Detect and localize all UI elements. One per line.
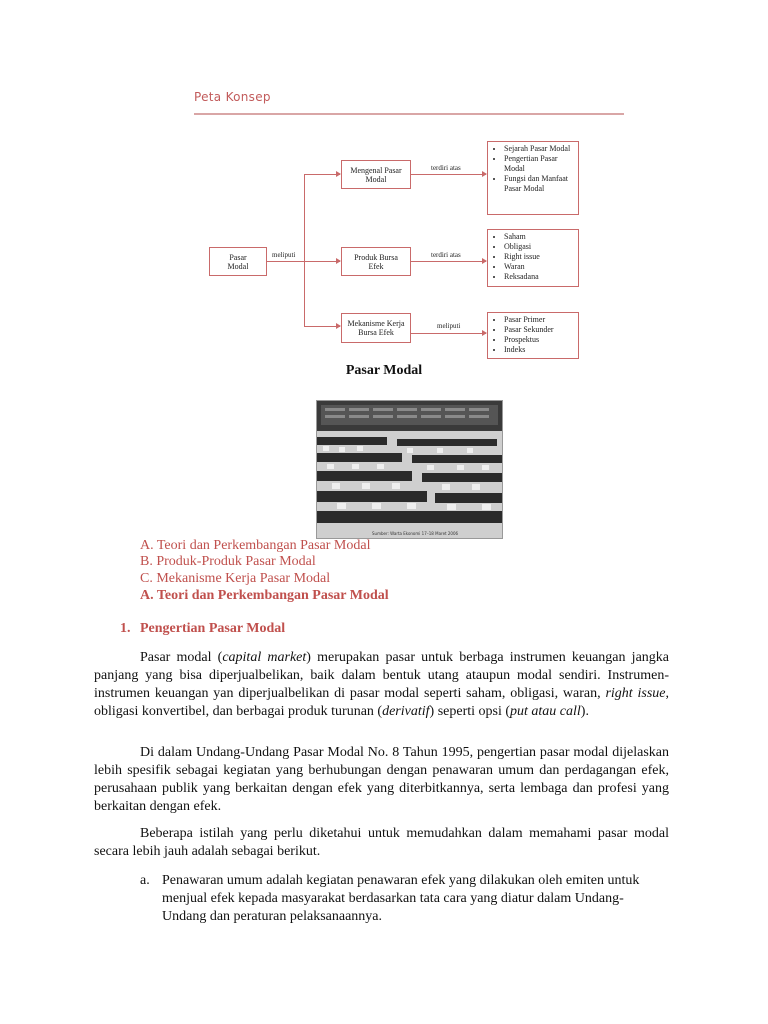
concept-map-title: Peta Konsep <box>194 90 271 104</box>
p1-text: ). <box>580 704 589 719</box>
list-item: • Indeks <box>504 345 574 355</box>
paragraph-1 <box>94 649 669 721</box>
p1-italic-term: right issue <box>605 686 666 701</box>
list-item: • Pasar Sekunder <box>504 325 574 335</box>
branch-2-edge <box>411 261 486 262</box>
toc-item-a-heading: A. Teori dan Perkembangan Pasar Modal <box>140 588 389 603</box>
branch-2-edge-label: terdiri atas <box>431 251 461 259</box>
branch-2-items <box>487 229 579 287</box>
list-item: • Sejarah Pasar Modal <box>504 144 574 154</box>
list-item: • Prospektus <box>504 335 574 345</box>
trading-floor-photo <box>316 400 503 539</box>
root-node <box>209 247 267 276</box>
p1-italic-term: put atau call <box>510 704 581 719</box>
branch-1-edge-label: terdiri atas <box>431 164 461 172</box>
list-item: • Waran <box>504 262 574 272</box>
branch-1-edge <box>411 174 486 175</box>
branch-node-3 <box>341 313 411 343</box>
list-item: • Right issue <box>504 252 574 262</box>
p1-italic-term: capital market <box>222 650 307 665</box>
branch-1-connector <box>304 174 340 175</box>
branch-1-items <box>487 141 579 215</box>
list-item: • Obligasi <box>504 242 574 252</box>
list-item: • Saham <box>504 232 574 242</box>
p1-text: ) seperti opsi ( <box>429 704 511 719</box>
list-marker: a. <box>140 873 150 888</box>
toc-item-a: A. Teori dan Perkembangan Pasar Modal <box>140 538 371 553</box>
branch-3-edge <box>411 333 486 334</box>
p1-text: , obligasi konvertibel, dan berbagai produk turunan ( <box>94 686 669 719</box>
trunk-line <box>304 174 305 326</box>
root-node-label: Pasar Modal <box>227 252 249 271</box>
p3-text: Beberapa istilah yang perlu diketahui untuk memudahkan dalam memahami pasar modal secara lebih jauh adalah sebagai berikut. <box>94 826 669 859</box>
trading-floor-illustration <box>317 401 502 538</box>
p1-text: ) merupakan pasar untuk berbaga instrumen keuangan jangka panjang yang bisa diperjualbelikan, baik dalam bentuk utang ataupun modal sendiri. Instrumen-instrumen keuangan yan diperjualbelikan di pasar modal seperti saham, obligasi, waran, <box>94 650 669 701</box>
list-item: • Pasar Primer <box>504 315 574 325</box>
branch-2-connector <box>304 261 340 262</box>
branch-node-3-label: Mekanisme Kerja Bursa Efek <box>347 319 405 337</box>
paragraph-2 <box>94 744 669 816</box>
photo-credit: Sumber: Warta Ekonomi 17–18 Maret 2006 <box>372 531 459 536</box>
list-item-text: Penawaran umum adalah kegiatan penawaran efek yang dilakukan oleh emiten untuk menjual efek kepada masyarakat berdasarkan tata cara yang diatur dalam Undang-Undang dan peraturan pelaksanaannya. <box>162 873 640 924</box>
list-item: • Reksadana <box>504 272 574 282</box>
branch-node-1 <box>341 160 411 189</box>
branch-3-items <box>487 312 579 359</box>
p1-text: Pasar modal ( <box>140 650 223 665</box>
paragraph-3 <box>94 825 669 861</box>
root-edge-label: meliputi <box>272 251 296 259</box>
map-caption: Pasar Modal <box>345 363 423 378</box>
p1-italic-term: derivatif <box>382 704 430 719</box>
list-item: • Pengertian Pasar Modal <box>504 154 574 174</box>
section-heading <box>120 621 285 637</box>
list-item: • Fungsi dan Manfaat Pasar Modal <box>504 174 574 194</box>
branch-node-2 <box>341 247 411 276</box>
branch-node-2-label: Produk Bursa Efek <box>354 252 398 271</box>
root-connector <box>267 261 304 262</box>
toc-item-b: B. Produk-Produk Pasar Modal <box>140 554 316 569</box>
p2-text: Di dalam Undang-Undang Pasar Modal No. 8 Tahun 1995, pengertian pasar modal dijelaskan lebih spesifik sebagai kegiatan yang berhubungan dengan penawaran umum dan perdagangan efek, perusahaan publik yang berkaitan dengan efek yang diterbitkannya, serta lembaga dan profesi yang berkaitan dengan efek. <box>94 745 669 814</box>
branch-3-connector <box>304 326 340 327</box>
branch-node-1-label: Mengenal Pasar Modal <box>350 165 402 184</box>
title-divider <box>194 113 624 115</box>
branch-3-edge-label: meliputi <box>437 322 461 330</box>
toc-item-c: C. Mekanisme Kerja Pasar Modal <box>140 571 331 586</box>
section-number: 1. <box>120 621 131 636</box>
section-title: Pengertian Pasar Modal <box>140 621 286 636</box>
